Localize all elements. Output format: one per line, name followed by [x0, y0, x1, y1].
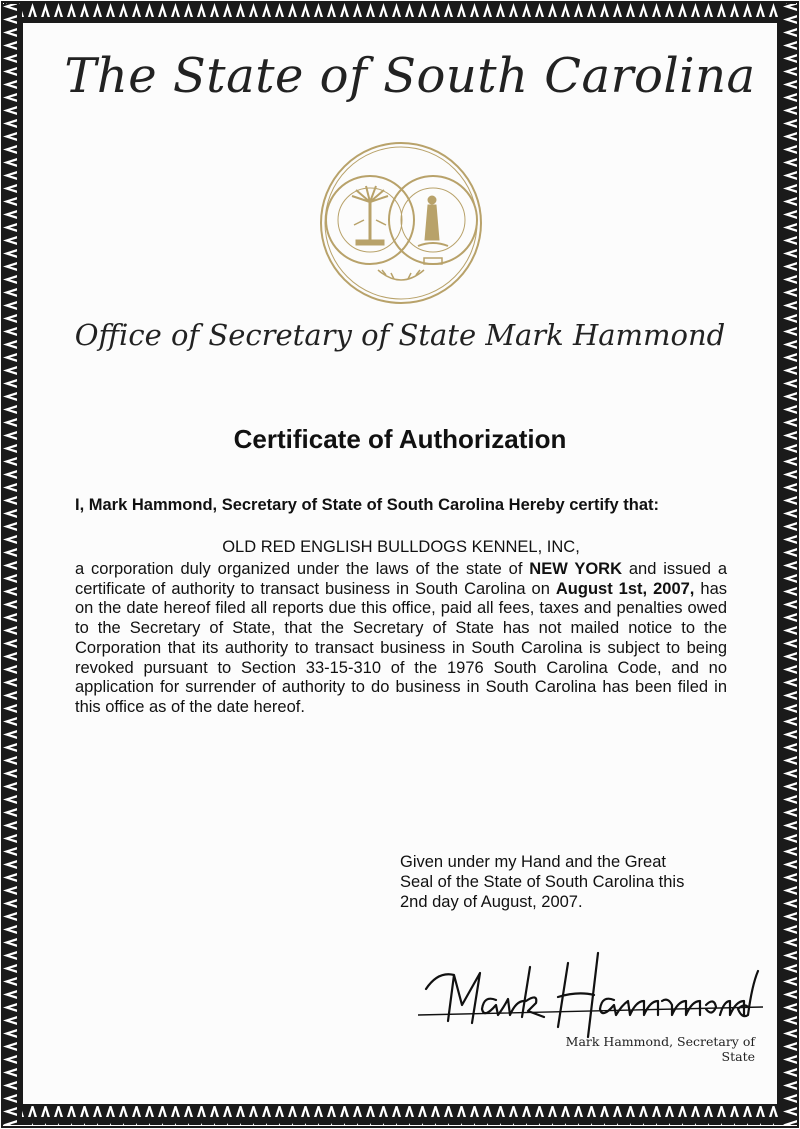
incorporation-state: NEW YORK	[529, 560, 623, 578]
state-title: The State of South Carolina	[64, 48, 756, 104]
certification-intro: I, Mark Hammond, Secretary of State of South Carolina Hereby certify that:	[75, 496, 660, 514]
body-text-part-1: a corporation duly organized under the laws of the state of	[75, 560, 523, 578]
given-line-2: Seal of the State of South Carolina this	[400, 873, 685, 891]
state-seal-icon	[318, 140, 484, 306]
signature-caption: Mark Hammond, Secretary of State	[565, 1034, 755, 1064]
certificate-body	[75, 560, 727, 718]
certificate-title: Certificate of Authorization	[233, 424, 567, 454]
body-text-part-3: has on the date hereof filed all reports due this office, paid all fees, taxes and penalties owed to the Secretary of State, that the Secretary of State has not mailed notice to the Corporation that its authority to transact business in South Carolina is subject to being revoked pursuant to Section 33-15-310 of the 1976 South Carolina Code, and no application for surrender of authority to do business in South Carolina has been filed in this office as of the date hereof.	[75, 579, 728, 716]
given-line-1: Given under my Hand and the Great	[400, 853, 666, 871]
given-line-3: 2nd day of August, 2007.	[400, 893, 583, 911]
company-name: OLD RED ENGLISH BULLDOGS KENNEL, INC,	[222, 538, 580, 556]
authority-date: August 1st, 2007,	[555, 579, 695, 598]
body-text-part-2: and issued a certificate of authority to transact business in South Carolina on	[75, 560, 727, 598]
given-under-hand	[400, 852, 730, 912]
office-title: Office of Secretary of State Mark Hammond	[74, 318, 726, 352]
